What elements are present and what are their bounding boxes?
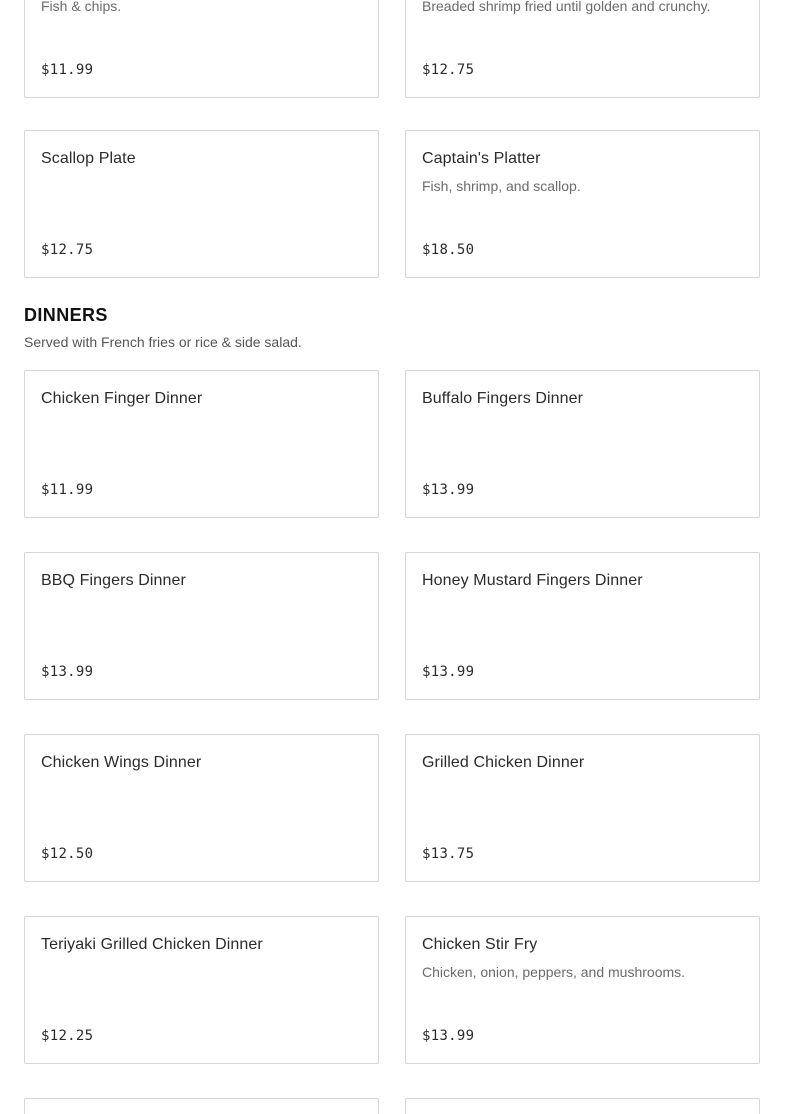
menu-item-price: $13.99	[41, 664, 94, 680]
menu-item-name: Scallop Plate	[41, 150, 136, 167]
menu-item-price: $11.99	[41, 62, 94, 78]
menu-item-name: Captain's Platter	[422, 150, 541, 167]
menu-item-name: Buffalo Fingers Dinner	[422, 390, 584, 407]
menu-item-card[interactable]	[24, 552, 379, 700]
menu-item-price: $13.75	[422, 846, 475, 862]
menu-item-name: Chicken Finger Dinner	[41, 390, 203, 407]
menu-item-price: $12.25	[41, 1028, 94, 1044]
menu-item-name: Teriyaki Grilled Chicken Dinner	[41, 936, 263, 953]
menu-item-price: $13.99	[422, 664, 475, 680]
menu-item-card[interactable]	[405, 734, 760, 882]
menu-item-card[interactable]	[24, 734, 379, 882]
menu-item-card[interactable]	[405, 0, 760, 98]
menu-item-price: $18.50	[422, 242, 475, 258]
menu-item-name: Honey Mustard Fingers Dinner	[422, 572, 643, 589]
menu-item-card[interactable]	[405, 130, 760, 278]
menu-item-card[interactable]	[405, 552, 760, 700]
menu-item-card[interactable]	[24, 0, 379, 98]
section-description: Served with French fries or rice & side salad.	[24, 334, 302, 350]
menu-item-name: BBQ Fingers Dinner	[41, 572, 186, 589]
menu-item-name: Chicken Wings Dinner	[41, 754, 202, 771]
menu-item-description: Chicken, onion, peppers, and mushrooms.	[422, 964, 686, 980]
menu-item-card[interactable]	[405, 1098, 760, 1114]
menu-item-name: Grilled Chicken Dinner	[422, 754, 585, 771]
menu-item-price: $13.99	[422, 482, 475, 498]
menu-item-card[interactable]	[405, 370, 760, 518]
menu-item-card[interactable]	[24, 1098, 379, 1114]
menu-item-card[interactable]	[405, 916, 760, 1064]
menu-item-price: $11.99	[41, 482, 94, 498]
menu-item-price: $12.75	[422, 62, 475, 78]
menu-item-description: Breaded shrimp fried until golden and crunchy.	[422, 0, 711, 14]
menu-item-description: Fish, shrimp, and scallop.	[422, 178, 581, 194]
menu-item-price: $13.99	[422, 1028, 475, 1044]
menu-item-card[interactable]	[24, 916, 379, 1064]
section-title: DINNERS	[24, 305, 108, 325]
menu-item-price: $12.50	[41, 846, 94, 862]
menu-item-name: Chicken Stir Fry	[422, 936, 538, 953]
menu-item-price: $12.75	[41, 242, 94, 258]
menu-item-card[interactable]	[24, 370, 379, 518]
menu-item-description: Fish & chips.	[41, 0, 122, 14]
menu-item-card[interactable]	[24, 130, 379, 278]
